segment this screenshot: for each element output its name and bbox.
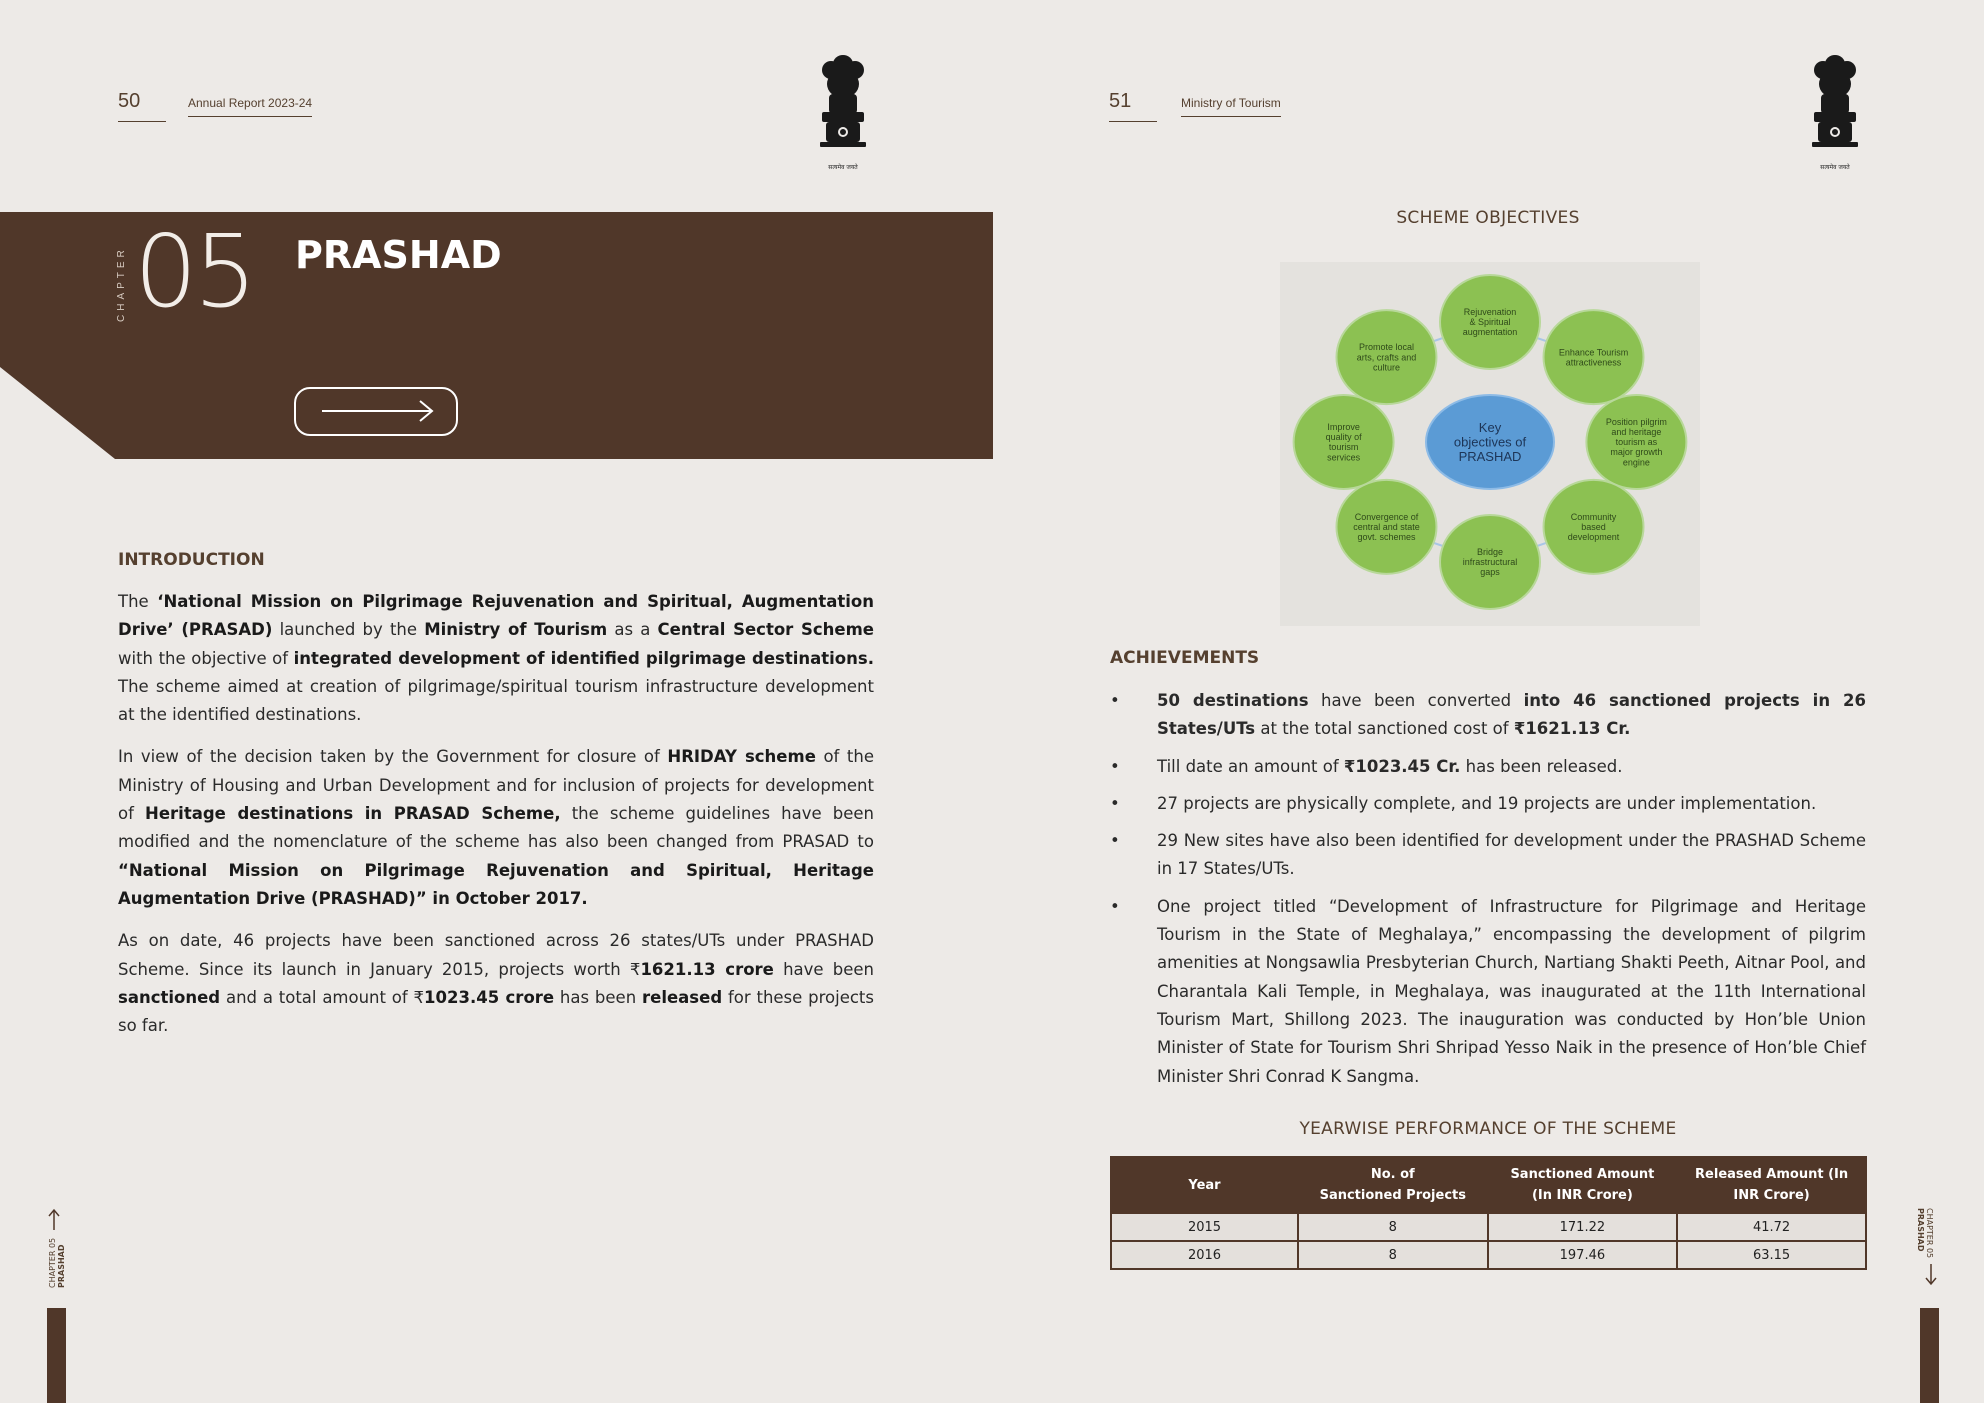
- emphasis-text: Heritage destinations in PRASAD Scheme,: [145, 804, 561, 824]
- chapter-title: PRASHAD: [295, 233, 502, 277]
- text-run: In view of the decision taken by the Government for closure of: [118, 747, 668, 767]
- right-side-tab: [1920, 1308, 1939, 1403]
- achievements-list: [1110, 687, 1866, 1100]
- table-row: [1111, 1241, 1866, 1269]
- side-label-chapter: CHAPTER 05: [1925, 1208, 1934, 1259]
- right-side-nav[interactable]: [1924, 1264, 1938, 1291]
- achievement-item: [1110, 753, 1866, 781]
- objective-node-label: Position pilgrim and heritage tourism as major growth engine: [1605, 416, 1667, 468]
- achievements-heading: ACHIEVEMENTS: [1110, 648, 1260, 668]
- achievement-text: [1157, 691, 1866, 738]
- objective-node-label: Promote local arts, crafts and culture: [1356, 342, 1417, 373]
- objective-node-label: Community based development: [1567, 511, 1620, 543]
- objective-center-label: Key objectives of PRASHAD: [1453, 419, 1527, 465]
- header-projects: [1298, 1157, 1488, 1213]
- emphasis-text: 1621.13 crore: [640, 959, 774, 979]
- text-run: of the Ministry of Housing and Urban Development and for inclusion of projects for development of: [118, 747, 874, 824]
- table-cell: 63.15: [1677, 1241, 1866, 1269]
- running-head-left: Annual Report 2023-24: [188, 96, 312, 117]
- text-run: has been released.: [1460, 756, 1623, 776]
- emphasis-text: sanctioned: [118, 987, 221, 1007]
- side-label-title: PRASHAD: [57, 1244, 66, 1288]
- page-number-right: 51: [1109, 90, 1157, 122]
- introduction-body: [118, 588, 874, 1054]
- emphasis-text: released: [642, 987, 723, 1007]
- objective-node-label: Convergence of central and state govt. schemes: [1353, 511, 1420, 543]
- chapter-number: 05: [134, 213, 254, 330]
- achievement-item: [1110, 827, 1866, 884]
- emphasis-text: into 46 sanctioned projects in 26 States/UTs: [1157, 691, 1866, 739]
- text-run: with the objective of: [118, 648, 294, 668]
- emphasis-text: Ministry of Tourism: [424, 620, 608, 640]
- intro-paragraph-2: [118, 743, 874, 913]
- national-emblem-right: [1804, 50, 1866, 171]
- objective-node-label: Enhance Tourism attractiveness: [1558, 347, 1629, 368]
- text-run: launched by the: [272, 620, 425, 640]
- table-header-row: [1111, 1157, 1866, 1213]
- text-run: As on date, 46 projects have been sanctioned across 26 states/UTs under PRASHAD Scheme. Since its launch in January 2015, projects worth ₹: [118, 931, 874, 979]
- text-run: as a: [607, 620, 658, 640]
- bullet: •: [1110, 756, 1120, 776]
- table-cell: 2015: [1111, 1213, 1298, 1241]
- emphasis-text: ₹1621.13 Cr.: [1513, 719, 1631, 739]
- achievement-text: [1157, 794, 1816, 813]
- text-run: have been converted: [1308, 691, 1524, 710]
- header-line: (In INR Crore): [1531, 1188, 1633, 1203]
- achievement-item: [1110, 687, 1866, 744]
- performance-table-title: YEARWISE PERFORMANCE OF THE SCHEME: [1299, 1119, 1677, 1139]
- achievement-item: [1110, 790, 1866, 818]
- scheme-objectives-title: SCHEME OBJECTIVES: [1396, 208, 1580, 228]
- emphasis-text: ‘National Mission on Pilgrimage Rejuvenation and Spiritual, Augmentation Drive’ (PRASAD): [118, 592, 874, 640]
- objective-node-label: Rejuvenation & Spiritual augmentation: [1462, 307, 1518, 338]
- emphasis-text: Central Sector Scheme: [657, 620, 874, 640]
- text-run: the scheme guidelines have been modified and the nomenclature of the scheme has also been changed from PRASAD to: [118, 804, 874, 852]
- text-run: Till date an amount of: [1157, 756, 1344, 776]
- emblem-motto: सत्यमेव जयते: [828, 164, 858, 171]
- table-cell: 197.46: [1488, 1241, 1678, 1269]
- header-line: Sanctioned Projects: [1319, 1188, 1466, 1203]
- table-cell: 8: [1298, 1241, 1488, 1269]
- achievement-text: [1157, 757, 1622, 776]
- national-emblem-left: [812, 50, 874, 171]
- achievement-text: [1157, 897, 1866, 1086]
- left-side-tab: [47, 1308, 66, 1403]
- text-run: have been: [773, 959, 874, 979]
- header-released: [1677, 1157, 1866, 1213]
- introduction-heading: INTRODUCTION: [118, 550, 265, 570]
- text-run: for these projects so far.: [118, 987, 874, 1036]
- emphasis-text: 1023.45 crore: [424, 987, 555, 1007]
- bullet: •: [1110, 691, 1120, 710]
- chapter-label-text: CHAPTER: [116, 246, 127, 322]
- emblem-motto: सत्यमेव जयते: [1820, 164, 1850, 171]
- banner-corner-cut: [0, 367, 120, 463]
- header-line: Year: [1188, 1177, 1221, 1193]
- text-run: 27 projects are physically complete, and 19 projects are under implementation.: [1157, 793, 1817, 813]
- side-label-title: PRASHAD: [1916, 1208, 1925, 1252]
- text-run: 29 New sites have also been identified for development under the PRASHAD Scheme in 17 States/UTs.: [1157, 831, 1866, 879]
- text-run: at the total sanctioned cost of: [1255, 719, 1514, 739]
- header-line: Sanctioned Amount: [1510, 1167, 1655, 1182]
- left-side-nav[interactable]: [44, 1208, 64, 1235]
- arrow-right-icon: [296, 389, 456, 434]
- chapter-label: [112, 236, 134, 322]
- emphasis-text: HRIDAY scheme: [667, 747, 816, 767]
- arrow-up-icon: [47, 1208, 61, 1230]
- header-year: [1111, 1157, 1298, 1213]
- side-label-chapter: CHAPTER 05: [48, 1237, 57, 1288]
- objective-node-label: Improve quality of tourism services: [1325, 422, 1362, 463]
- running-head-right: Ministry of Tourism: [1181, 96, 1281, 117]
- emphasis-text: “National Mission on Pilgrimage Rejuvenation and Spiritual, Heritage Augmentation Drive (PRASHAD)” in October 2017.: [118, 860, 874, 908]
- text-run: has been: [554, 987, 642, 1007]
- intro-paragraph-1: [118, 588, 874, 729]
- emphasis-text: ₹1023.45 Cr.: [1343, 756, 1461, 776]
- performance-table: [1110, 1156, 1867, 1270]
- table-cell: 2016: [1111, 1241, 1298, 1269]
- table-cell: 41.72: [1677, 1213, 1866, 1241]
- intro-paragraph-3: [118, 927, 874, 1040]
- emphasis-text: integrated development of identified pilgrimage destinations.: [293, 648, 874, 668]
- text-run: One project titled “Development of Infrastructure for Pilgrimage and Heritage Tourism in the State of Meghalaya,” encompassing the development of pilgrim amenities at Nongsawlia Presbyterian Church, Nartiang Shakti Peeth, Aitnar Pool, and Charantala Kali Temple, in Meghalaya, was inaugurated at the 11th International Tourism Mart, Shillong 2023. The inauguration was conducted by Hon’ble Union Minister of State for Tourism Shri Shripad Yesso Naik in the presence of Hon’ble Chief Minister Shri Conrad K Sangma.: [1157, 896, 1866, 1086]
- arrow-down-icon: [1924, 1264, 1938, 1286]
- bullet: •: [1110, 793, 1120, 813]
- bullet: •: [1110, 896, 1120, 916]
- bullet: •: [1110, 831, 1120, 851]
- ashoka-emblem-icon: [1804, 50, 1866, 158]
- ashoka-emblem-icon: [812, 50, 874, 158]
- text-run: The scheme aimed at creation of pilgrimage/spiritual tourism infrastructure development at the identified destinations.: [118, 676, 874, 725]
- header-line: No. of: [1370, 1167, 1415, 1182]
- objective-node-label: Bridge infrastructural gaps: [1462, 547, 1518, 578]
- header-line: INR Crore): [1733, 1188, 1810, 1203]
- table-cell: 171.22: [1488, 1213, 1678, 1241]
- emphasis-text: 50 destinations: [1157, 691, 1309, 710]
- achievement-text: [1157, 831, 1866, 878]
- next-arrow-button[interactable]: [294, 387, 458, 436]
- header-sanctioned: [1488, 1157, 1678, 1213]
- text-run: The: [118, 592, 158, 611]
- header-line: Released Amount (In: [1695, 1167, 1849, 1182]
- objectives-diagram: [1280, 262, 1700, 626]
- table-row: [1111, 1213, 1866, 1241]
- table-cell: 8: [1298, 1213, 1488, 1241]
- page-number-left: 50: [118, 90, 166, 122]
- achievement-item: [1110, 893, 1866, 1091]
- text-run: and a total amount of ₹: [220, 987, 425, 1007]
